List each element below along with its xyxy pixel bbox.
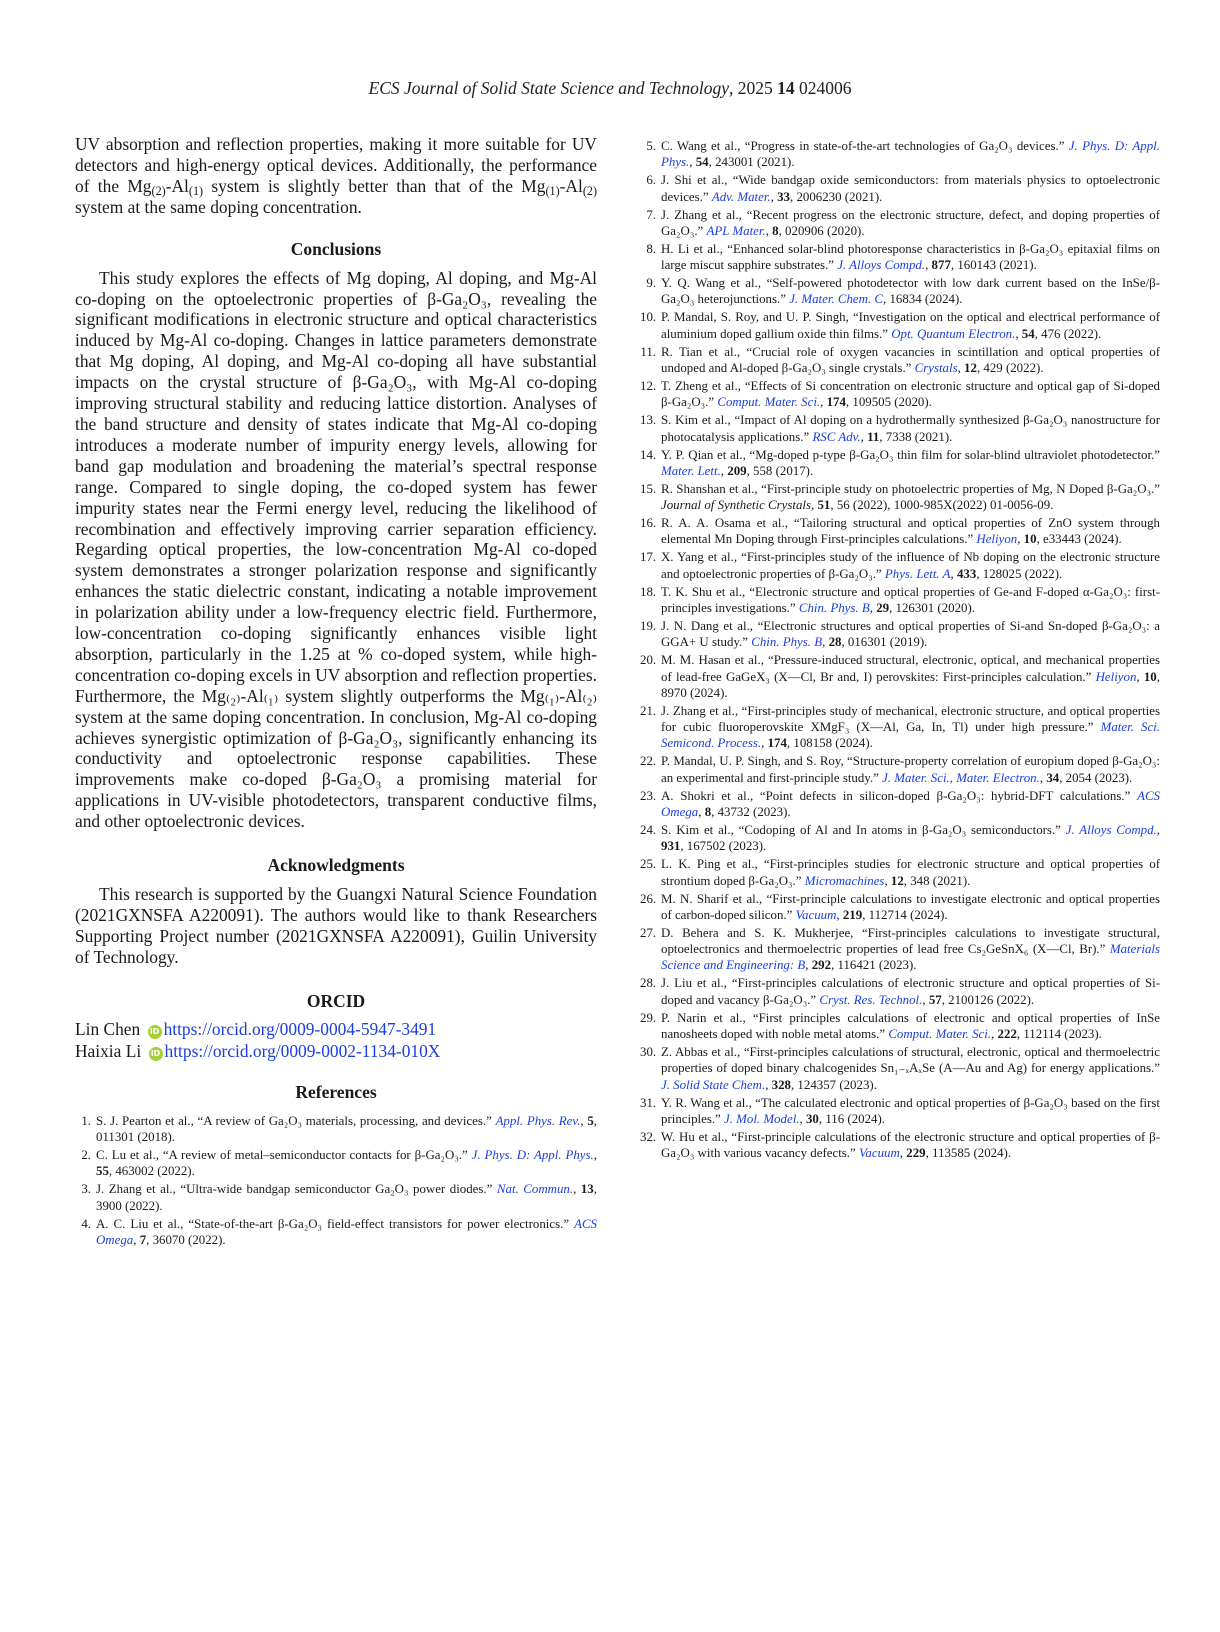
reference-text: J. Zhang et al., “Ultra-wide bandgap semiconductor Ga₂O₃ power diodes.” — [96, 1182, 497, 1197]
reference-volume: 433 — [956, 566, 977, 581]
reference-journal-link[interactable]: ACS Omega — [661, 788, 1160, 819]
reference-number: 19. — [640, 618, 657, 633]
reference-text: J. Liu et al., “First-principles calculations of electronic structure and optical properties of Si-doped and vacancy β-Ga₂O₃.” — [661, 976, 1160, 1007]
reference-details: , 8970 (2024). — [661, 669, 1160, 700]
orcid-author-name: Haixia Li — [75, 1040, 142, 1061]
reference-journal-link[interactable]: Chin. Phys. B — [798, 600, 870, 615]
reference-volume: 57 — [928, 992, 942, 1007]
reference-text: R. A. A. Osama et al., “Tailoring structural and optical properties of ZnO system through elemental Mn Doping through First-principles calculations.” — [661, 516, 1160, 547]
reference-item: 27. D. Behera and S. K. Mukherjee, “First-principles calculations to investigate structural, optoelectronics and thermoelectric properties of lead free Cs₂GeSnX₆ (X—Cl, Br).” Materials Science and Engineering: B, 292, 116421 (2023). — [640, 925, 1160, 973]
reference-details: , 113585 (2024). — [925, 1146, 1012, 1161]
reference-text: P. Mandal, S. Roy, and U. P. Singh, “Investigation on the optical and electrical performance of aluminium doped gallium oxide thin films.” — [661, 310, 1160, 341]
reference-volume: 29 — [876, 600, 890, 615]
reference-text: D. Behera and S. K. Mukherjee, “First-principles calculations to investigate structural, optoelectronics and thermoelectric properties of lead free Cs₂GeSnX₆ (X—Cl, Br).” — [661, 925, 1160, 957]
reference-item: 12. T. Zheng et al., “Effects of Si concentration on electronic structure and optical gap of Si-doped β-Ga₂O₃.” Comput. Mater. Sci., 174, 109505 (2020). — [640, 378, 1160, 410]
orcid-entry — [75, 1040, 597, 1062]
reference-text: Y. R. Wang et al., “The calculated electronic and optical properties of β-Ga₂O₃ based on the first principles.” — [661, 1095, 1160, 1126]
orcid-heading: ORCID — [306, 990, 366, 1011]
reference-volume: 5 — [587, 1113, 594, 1128]
reference-volume: 209 — [727, 463, 747, 478]
reference-number: 1. — [81, 1113, 91, 1128]
reference-journal-link[interactable]: Comput. Mater. Sci. — [717, 395, 821, 410]
reference-item: 25. L. K. Ping et al., “First-principles studies for electronic structure and optical properties of strontium doped β-Ga₂O₃.” Micromachines, 12, 348 (2021). — [640, 857, 1160, 888]
reference-item: 5. C. Wang et al., “Progress in state-of-the-art technologies of Ga₂O₃ devices.” J. Phys. D: Appl. Phys., 54, 243001 (2021). — [640, 138, 1160, 171]
reference-text: Z. Abbas et al., “First-principles calculations of structural, electronic, optical and thermoelectric properties of doped binary chalcogenides Sn₁₋ₓAₓSe (A—Au and Ag) for energy applications.” — [661, 1044, 1160, 1076]
reference-volume: 10 — [1143, 669, 1157, 684]
reference-details: , 126301 (2020). — [889, 600, 976, 615]
reference-item: 30. Z. Abbas et al., “First-principles calculations of structural, electronic, optical and thermoelectric properties of doped binary chalcogenides Sn₁₋ₓAₓSe (A—Au and Ag) for energy applications.” J. Solid State Chem., 328, 124357 (2023). — [640, 1044, 1160, 1092]
reference-volume: 292 — [811, 958, 832, 973]
reference-journal-link[interactable]: Micromachines — [804, 873, 885, 888]
reference-volume: 328 — [771, 1077, 791, 1092]
reference-volume: 174 — [767, 736, 787, 751]
reference-journal-link[interactable]: J. Mol. Model. — [724, 1111, 800, 1126]
reference-volume: 8 — [704, 804, 712, 819]
orcid-icon: iD — [148, 1025, 162, 1039]
reference-item: 24. S. Kim et al., “Codoping of Al and In atoms in β-Ga₂O₃ semiconductors.” J. Alloys Compd., 931, 167502 (2023). — [640, 822, 1160, 854]
reference-number: 31. — [640, 1095, 657, 1110]
orcid-author-name: Lin Chen — [75, 1018, 141, 1039]
reference-details: , 348 (2021). — [903, 873, 971, 888]
reference-volume: 33 — [777, 189, 790, 204]
reference-journal-link[interactable]: Materials Science and Engineering: B — [661, 942, 1160, 973]
reference-text: W. Hu et al., “First-principle calculations of the electronic structure and optical properties of β-Ga₂O₃ with various vacancy defects.” — [661, 1129, 1160, 1161]
reference-details: , 36070 (2022). — [146, 1232, 226, 1247]
reference-details: , 429 (2022). — [976, 360, 1044, 375]
reference-details: , 476 (2022). — [1034, 326, 1102, 341]
reference-item: 22. P. Mandal, U. P. Singh, and S. Roy, “Structure-property correlation of europium doped β-Ga₂O₃: an experimental and first-principle study.” J. Mater. Sci., Mater. Electron., 34, 2054 (2023). — [640, 754, 1160, 785]
conclusions-heading: Conclusions — [290, 238, 382, 259]
reference-journal-link[interactable]: Comput. Mater. Sci. — [888, 1026, 992, 1041]
reference-number: 21. — [640, 703, 657, 718]
reference-item: 14. Y. P. Qian et al., “Mg-doped p-type β-Ga₂O₃ thin film for solar-blind ultraviolet photodetector.” Mater. Lett., 209, 558 (2017). — [640, 447, 1160, 478]
references-list-right — [640, 138, 1160, 1161]
reference-number: 20. — [640, 653, 657, 668]
reference-journal-link[interactable]: APL Mater. — [706, 223, 766, 238]
intro-text-b: -Al — [165, 175, 189, 196]
reference-journal-link[interactable]: Vacuum — [795, 907, 837, 922]
intro-text-e: system at the same doping concentration. — [75, 196, 362, 217]
reference-journal-link[interactable]: J. Mater. Chem. C — [789, 292, 884, 307]
intro-text-c: system is slightly better than that of the Mg — [203, 175, 546, 196]
reference-number: 15. — [640, 481, 657, 496]
reference-volume: 51 — [817, 498, 831, 513]
reference-text: R. Shanshan et al., “First-principle study on photoelectric properties of Mg, N Doped β-Ga₂O₃.” — [661, 481, 1160, 496]
reference-number: 11. — [640, 344, 656, 359]
reference-journal-link[interactable]: Nat. Commun. — [496, 1182, 574, 1197]
reference-number: 5. — [646, 139, 656, 153]
reference-item: 8. H. Li et al., “Enhanced solar-blind photoresponse characteristics in β-Ga₂O₃ epitaxial films on large miscut sapphire substrates.” J. Alloys Compd., 877, 160143 (2021). — [640, 241, 1160, 274]
reference-item: 29. P. Narin et al., “First principles calculations of electronic and optical properties of InSe nanosheets doped with noble metal atoms.” Comput. Mater. Sci., 222, 112114 (2023). — [640, 1010, 1160, 1041]
reference-text: S. J. Pearton et al., “A review of Ga₂O₃ materials, processing, and devices.” — [96, 1113, 496, 1128]
reference-item: 10. P. Mandal, S. Roy, and U. P. Singh, “Investigation on the optical and electrical performance of aluminium doped gallium oxide thin films.” Opt. Quantum Electron., 54, 476 (2022). — [640, 310, 1160, 341]
reference-details: , 124357 (2023). — [790, 1077, 877, 1092]
reference-details: , 463002 (2022). — [108, 1164, 195, 1179]
reference-item: 23. A. Shokri et al., “Point defects in silicon-doped β-Ga₂O₃: hybrid-DFT calculations.” ACS Omega, 8, 43732 (2023). — [640, 788, 1160, 819]
reference-volume: 12 — [890, 873, 904, 888]
reference-journal-link[interactable]: Cryst. Res. Technol. — [819, 992, 923, 1007]
reference-number: 8. — [646, 241, 656, 256]
reference-journal-link[interactable]: Adv. Mater. — [711, 189, 771, 204]
reference-text: T. K. Shu et al., “Electronic structure and optical properties of Ge-and F-doped α-Ga₂O₃: first-principles investigations.” — [661, 584, 1160, 615]
reference-details: , 43732 (2023). — [711, 804, 791, 819]
reference-volume: 34 — [1046, 770, 1060, 785]
reference-volume: 28 — [828, 635, 842, 650]
reference-details: , 2006230 (2021). — [790, 189, 883, 204]
reference-journal-link[interactable]: Appl. Phys. Rev. — [495, 1113, 581, 1128]
reference-text: P. Narin et al., “First principles calculations of electronic and optical properties of InSe nanosheets doped with noble metal atoms.” — [661, 1010, 1160, 1041]
intro-text-d: -Al — [559, 175, 583, 196]
reference-number: 13. — [640, 413, 657, 428]
reference-number: 17. — [640, 550, 657, 565]
reference-journal-link[interactable]: J. Alloys Compd. — [1065, 822, 1157, 837]
reference-number: 28. — [640, 976, 657, 991]
reference-volume: 229 — [906, 1146, 926, 1161]
reference-item: 4. A. C. Liu et al., “State-of-the-art β-Ga₂O₃ field-effect transistors for power electronics.” ACS Omega, 7, 36070 (2022). — [75, 1216, 597, 1249]
reference-item: 3. J. Zhang et al., “Ultra-wide bandgap semiconductor Ga₂O₃ power diodes.” Nat. Commun., 13, 3900 (2022). — [75, 1181, 597, 1214]
reference-details: , 108158 (2024). — [786, 736, 873, 751]
reference-item: 6. J. Shi et al., “Wide bandgap oxide semiconductors: from materials physics to optoelectronic devices.” Adv. Mater., 33, 2006230 (2021). — [640, 172, 1160, 205]
reference-journal-link[interactable]: J. Phys. D: Appl. Phys. — [661, 139, 1160, 170]
reference-details: , 116421 (2023). — [831, 958, 917, 973]
reference-text: S. Kim et al., “Impact of Al doping on a hydrothermally synthesized β-Ga₂O₃ nanostructure for photocatalysis applications.” — [661, 413, 1160, 444]
reference-number: 26. — [640, 891, 657, 906]
reference-number: 24. — [640, 822, 657, 837]
acknowledgments-heading: Acknowledgments — [267, 855, 405, 876]
reference-details: , 3900 (2022). — [96, 1182, 597, 1213]
reference-details: , 16834 (2024). — [883, 292, 963, 307]
reference-journal-link[interactable]: J. Alloys Compd. — [837, 258, 926, 273]
reference-journal-link[interactable]: Phys. Lett. A — [884, 566, 951, 581]
reference-details: , 167502 (2023). — [680, 839, 767, 854]
conclusions-paragraph: This study explores the effects of Mg doping, Al doping, and Mg-Al co-doping on the optoelectronic properties of β-Ga₂O₃, revealing the significant modifications in electronic structure and optical characteristics induced by Mg-Al co-doping. Changes in lattice parameters demonstrate that Mg doping, Al doping, and Mg-Al co-doping all have substantial impacts on the crystal structure of β-Ga₂O₃, with Mg-Al co-doping improving structural stability and reducing lattice distortion. Analyses of the band structure and density of states indicate that Mg-Al co-doping introduces a moderate number of impurity energy levels, allowing for band gap modulation and broadening the material’s spectral response range. Compared to single doping, the co-doped system has fewer impurity states near the Fermi energy level, reducing the likelihood of recombination and effectively improving carrier separation efficiency. Regarding optical properties, the low-concentration Mg-Al co-doped system demonstrates a stronger polarization response and significantly enhances the static dielectric constant, indicating a notable improvement in polarization ability under a low-frequency electric field. Furthermore, low-concentration co-doping significantly enhances visible light absorption, particularly in the 1.25 at % co-doped system, while high-concentration co-doping excels in UV absorption and reflection properties. Furthermore, the Mg₍₂₎-Al₍₁₎ system slightly outperforms the Mg₍₁₎-Al₍₂₎ system at the same doping concentration. In conclusion, Mg-Al co-doping achieves synergistic optimization of β-Ga₂O₃, significantly enhancing its conductivity and optoelectronic response capabilities. These improvements make co-doped β-Ga₂O₃ a promising material for applications in UV-visible photodetectors, transparent conductive films, and other optoelectronic devices. — [75, 267, 597, 832]
reference-number: 16. — [640, 516, 657, 531]
reference-item — [640, 275, 1160, 308]
reference-details: , 112114 (2023). — [1016, 1026, 1102, 1041]
reference-journal-link[interactable]: J. Solid State Chem. — [661, 1077, 766, 1092]
reference-details: , 016301 (2019). — [841, 635, 928, 650]
reference-number: 25. — [640, 857, 657, 872]
reference-text: J. Zhang et al., “First-principles study of mechanical, electronic structure, and optical properties for cubic fluoroperovskite XMgF₃ (X—Al, Ga, In, Tl) under high pressure.” — [661, 703, 1160, 735]
reference-volume: 54 — [1021, 326, 1035, 341]
reference-item: 16. R. A. A. Osama et al., “Tailoring structural and optical properties of ZnO system through elemental Mn Doping through First-principles calculations.” Heliyon, 10, e33443 (2024). — [640, 516, 1160, 547]
reference-item: 13. S. Kim et al., “Impact of Al doping on a hydrothermally synthesized β-Ga₂O₃ nanostructure for photocatalysis applications.” RSC Adv., 11, 7338 (2021). — [640, 413, 1160, 444]
reference-text: H. Li et al., “Enhanced solar-blind photoresponse characteristics in β-Ga₂O₃ epitaxial films on large miscut sapphire substrates.” — [661, 241, 1160, 273]
reference-journal-link[interactable]: J. Phys. D: Appl. Phys. — [471, 1148, 594, 1162]
header-article-number: 024006 — [798, 78, 852, 98]
reference-journal-link[interactable]: RSC Adv. — [812, 429, 861, 444]
reference-number: 12. — [640, 378, 657, 393]
reference-number: 4. — [81, 1216, 91, 1231]
orcid-icon: iD — [149, 1047, 163, 1061]
reference-volume: 222 — [997, 1026, 1017, 1041]
reference-volume: 12 — [964, 360, 977, 375]
reference-number: 7. — [646, 207, 656, 222]
reference-details: , 109505 (2020). — [845, 395, 932, 410]
reference-details: , 56 (2022), 1000-985X(2022) 01-0056-09. — [830, 498, 1054, 513]
reference-journal-link[interactable]: Heliyon — [1095, 669, 1137, 684]
reference-text: J. Zhang et al., “Recent progress on the electronic structure, defect, and doping properties of Ga₂O₃.” — [661, 207, 1160, 238]
reference-item: 32. W. Hu et al., “First-principle calculations of the electronic structure and optical properties of β-Ga₂O₃ with various vacancy defects.” Vacuum, 229, 113585 (2024). — [640, 1129, 1160, 1161]
reference-item: 1. S. J. Pearton et al., “A review of Ga₂O₃ materials, processing, and devices.” Appl. Phys. Rev., 5, 011301 (2018). — [75, 1113, 597, 1146]
right-column — [640, 138, 1160, 1163]
reference-text: R. Tian et al., “Crucial role of oxygen vacancies in scintillation and optical properties of undoped and Al-doped β-Ga₂O₃ single crystals.” — [661, 344, 1160, 375]
reference-volume: 7 — [139, 1232, 147, 1247]
reference-text: P. Mandal, U. P. Singh, and S. Roy, “Structure-property correlation of europium doped β-Ga₂O₃: an experimental and first-principle study.” — [661, 754, 1160, 785]
reference-number: 29. — [640, 1010, 657, 1025]
reference-journal-link[interactable]: Heliyon — [976, 532, 1018, 547]
reference-text: J. Shi et al., “Wide bandgap oxide semiconductors: from materials physics to optoelectronic devices.” — [661, 173, 1160, 204]
reference-volume: 30 — [805, 1111, 819, 1126]
reference-number: 3. — [81, 1182, 91, 1197]
reference-volume: 219 — [842, 907, 863, 922]
reference-item: 31. Y. R. Wang et al., “The calculated electronic and optical properties of β-Ga₂O₃ based on the first principles.” J. Mol. Model., 30, 116 (2024). — [640, 1095, 1160, 1126]
reference-text: S. Kim et al., “Codoping of Al and In atoms in β-Ga₂O₃ semiconductors.” — [661, 822, 1066, 837]
reference-details: , 2100126 (2022). — [941, 992, 1035, 1007]
reference-item: 2. C. Lu et al., “A review of metal–semiconductor contacts for β-Ga₂O₃.” J. Phys. D: Appl. Phys., 55, 463002 (2022). — [75, 1147, 597, 1180]
reference-text: T. Zheng et al., “Effects of Si concentration on electronic structure and optical gap of Si-doped β-Ga₂O₃.” — [661, 378, 1160, 410]
intro-paragraph — [75, 134, 597, 218]
reference-details: , 243001 (2021). — [708, 155, 795, 170]
reference-text: Y. P. Qian et al., “Mg-doped p-type β-Ga₂O₃ thin film for solar-blind ultraviolet photodetector.” — [661, 447, 1160, 462]
reference-journal-link[interactable]: Vacuum — [858, 1146, 900, 1161]
reference-item: 28. J. Liu et al., “First-principles calculations of electronic structure and optical properties of Si-doped and vacancy β-Ga₂O₃.” Cryst. Res. Technol., 57, 2100126 (2022). — [640, 976, 1160, 1007]
intro-sub-c: (1) — [545, 183, 560, 198]
reference-details: , 020906 (2020). — [778, 223, 865, 238]
reference-number: 32. — [640, 1129, 657, 1144]
reference-volume: 11 — [867, 429, 880, 444]
references-list-left — [75, 1113, 597, 1248]
reference-item: 19. J. N. Dang et al., “Electronic structures and optical properties of Si-and Sn-doped β-Ga₂O₃: a GGA+ U study.” Chin. Phys. B, 28, 016301 (2019). — [640, 618, 1160, 650]
reference-number: 30. — [640, 1044, 657, 1059]
reference-number: 6. — [646, 173, 656, 188]
reference-item: 18. T. K. Shu et al., “Electronic structure and optical properties of Ge-and F-doped α-Ga₂O₃: first-principles investigations.” Chin. Phys. B, 29, 126301 (2020). — [640, 584, 1160, 615]
reference-text: L. K. Ping et al., “First-principles studies for electronic structure and optical properties of strontium doped β-Ga₂O₃.” — [661, 857, 1160, 888]
references-heading: References — [295, 1081, 377, 1102]
reference-journal-link[interactable]: Chin. Phys. B — [751, 635, 823, 650]
header-year: , 2025 — [728, 78, 773, 98]
reference-journal-link[interactable]: J. Mater. Sci., Mater. Electron. — [882, 770, 1040, 785]
acknowledgments-paragraph: This research is supported by the Guangxi Natural Science Foundation (2021GXNSFA A220091). The authors would like to thank Researchers Supporting Project number (2021GXNSFA A220091), Guilin University of Technology. — [75, 884, 597, 967]
reference-volume: 174 — [826, 395, 846, 410]
reference-journal-link[interactable]: Mater. Lett. — [661, 463, 721, 478]
reference-journal-link[interactable]: Opt. Quantum Electron. — [891, 326, 1016, 341]
reference-item: 21. J. Zhang et al., “First-principles study of mechanical, electronic structure, and optical properties for cubic fluoroperovskite XMgF₃ (X—Al, Ga, In, Tl) under high pressure.” Mater. Sci. Semicond. Process., 174, 108158 (2024). — [640, 703, 1160, 751]
reference-text: A. Shokri et al., “Point defects in silicon-doped β-Ga₂O₃: hybrid-DFT calculations.” — [661, 788, 1138, 803]
reference-details: , e33443 (2024). — [1036, 532, 1122, 547]
reference-volume: 877 — [931, 258, 951, 273]
reference-number: 2. — [81, 1148, 91, 1162]
reference-journal-link[interactable]: Mater. Sci. Semicond. Process. — [661, 720, 1160, 751]
reference-details: , 116 (2024). — [818, 1111, 885, 1126]
reference-details: , 2054 (2023). — [1059, 770, 1133, 785]
left-column — [75, 134, 597, 1250]
reference-details: , 112714 (2024). — [862, 907, 948, 922]
reference-text: C. Wang et al., “Progress in state-of-the-art technologies of Ga₂O₃ devices.” — [661, 139, 1069, 153]
reference-volume: 8 — [772, 223, 779, 238]
reference-item: 15. R. Shanshan et al., “First-principle study on photoelectric properties of Mg, N Doped β-Ga₂O₃.” Journal of Synthetic Crystals, 51, 56 (2022), 1000-985X(2022) 01-0056-09. — [640, 481, 1160, 513]
journal-name: ECS Journal of Solid State Science and Technology — [368, 78, 729, 98]
reference-number: 14. — [640, 447, 657, 462]
reference-number: 27. — [640, 925, 657, 940]
reference-text: X. Yang et al., “First-principles study of the influence of Nb doping on the electronic structure and optoelectronic properties of β-Ga₂O₃.” — [661, 550, 1160, 581]
orcid-link[interactable]: https://orcid.org/0009-0004-5947-3491 — [163, 1018, 437, 1039]
reference-details: , 011301 (2018). — [96, 1113, 597, 1145]
orcid-link[interactable]: https://orcid.org/0009-0002-1134-010X — [164, 1040, 441, 1061]
reference-volume: 10 — [1023, 532, 1037, 547]
reference-volume: 13 — [580, 1182, 594, 1197]
reference-number: 10. — [640, 310, 657, 325]
running-header — [0, 78, 1220, 99]
reference-text: Y. Q. Wang et al., “Self-powered photodetector with low dark current based on the InSe/β-Ga₂O₃ heterojunctions.” — [661, 276, 1160, 307]
intro-sub-d: (2) — [582, 183, 597, 198]
reference-journal-link[interactable]: Crystals — [914, 360, 958, 375]
reference-text: M. N. Sharif et al., “First-principle calculations to investigate electronic and optical properties of carbon-doped silicon.” — [661, 891, 1160, 922]
reference-journal-link[interactable]: ACS Omega — [96, 1216, 597, 1247]
reference-number: 22. — [640, 754, 657, 769]
intro-sub-a: (2) — [151, 183, 166, 198]
reference-item: 17. X. Yang et al., “First-principles study of the influence of Nb doping on the electronic structure and optoelectronic properties of β-Ga₂O₃.” Phys. Lett. A, 433, 128025 (2022). — [640, 550, 1160, 581]
reference-details: , 160143 (2021). — [950, 258, 1037, 273]
reference-details: , 7338 (2021). — [879, 429, 953, 444]
reference-number: 23. — [640, 788, 657, 803]
intro-text-a: UV absorption and reflection properties, making it more suitable for UV detectors and high-energy optical devices. Additionally, the performance of the Mg — [75, 134, 597, 196]
intro-sub-b: (1) — [188, 183, 204, 198]
reference-journal-link: Journal of Synthetic Crystals — [661, 498, 812, 513]
reference-item: 7. J. Zhang et al., “Recent progress on the electronic structure, defect, and doping properties of Ga₂O₃.” APL Mater., 8, 020906 (2020). — [640, 207, 1160, 240]
reference-item: 11. R. Tian et al., “Crucial role of oxygen vacancies in scintillation and optical properties of undoped and Al-doped β-Ga₂O₃ single crystals.” Crystals, 12, 429 (2022). — [640, 344, 1160, 375]
reference-number: 18. — [640, 584, 657, 599]
header-volume: 14 — [777, 78, 795, 98]
reference-details: , 128025 (2022). — [976, 566, 1063, 581]
reference-text: C. Lu et al., “A review of metal–semiconductor contacts for β-Ga₂O₃.” — [96, 1148, 472, 1162]
reference-volume: 54 — [695, 155, 709, 170]
reference-details: , 558 (2017). — [746, 463, 814, 478]
reference-volume: 931 — [661, 839, 681, 854]
reference-number: 9. — [646, 276, 656, 291]
reference-text: A. C. Liu et al., “State-of-the-art β-Ga₂O₃ field-effect transistors for power electronics.” — [96, 1216, 575, 1231]
reference-item: 20. M. M. Hasan et al., “Pressure-induced structural, electronic, optical, and mechanical properties of lead-free GaGeX₃ (X—Cl, Br and, I) perovskites: First-principles calculation.” Heliyon, 10, 8970 (2024). — [640, 653, 1160, 700]
orcid-entry — [75, 1018, 597, 1040]
reference-volume: 55 — [96, 1164, 109, 1179]
reference-item: 26. M. N. Sharif et al., “First-principle calculations to investigate electronic and optical properties of carbon-doped silicon.” Vacuum, 219, 112714 (2024). — [640, 891, 1160, 922]
reference-text: J. N. Dang et al., “Electronic structures and optical properties of Si-and Sn-doped β-Ga₂O₃: a GGA+ U study.” — [661, 618, 1160, 650]
reference-text: M. M. Hasan et al., “Pressure-induced structural, electronic, optical, and mechanical properties of lead-free GaGeX₃ (X—Cl, Br and, I) perovskites: First-principles calculation.” — [661, 653, 1160, 684]
